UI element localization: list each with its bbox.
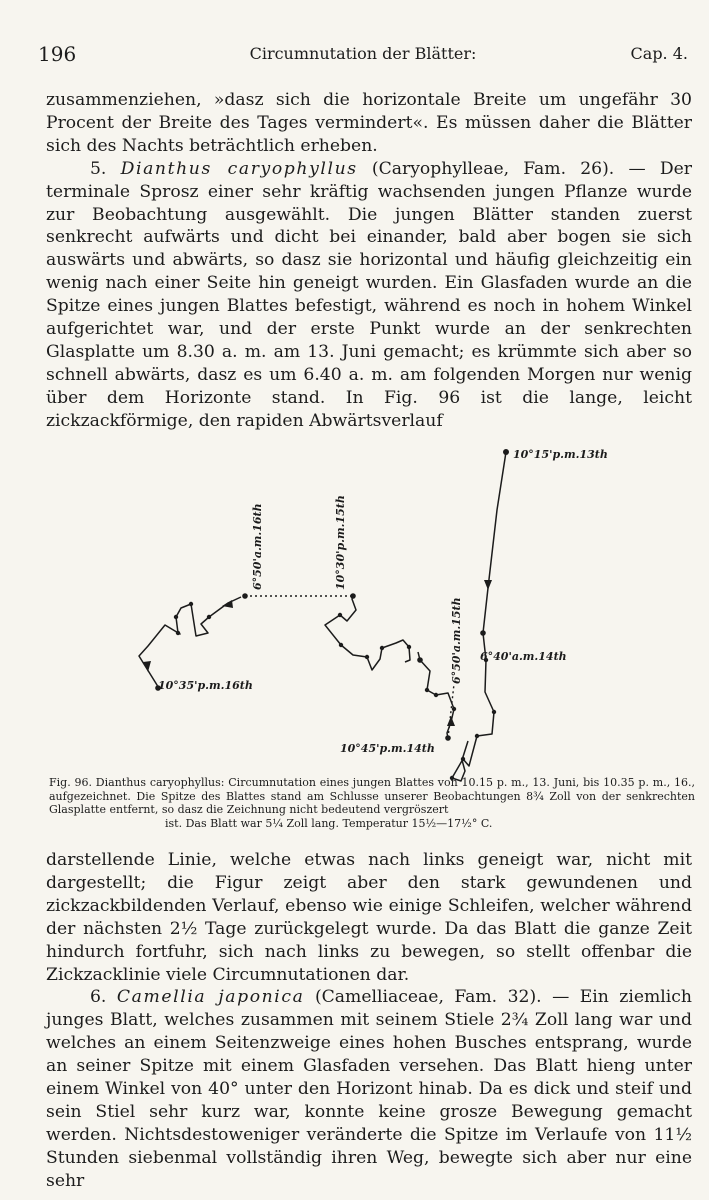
trace-segment-16 [139, 597, 241, 688]
point [338, 613, 342, 617]
species-name: Dianthus caryophyllus [120, 158, 358, 179]
caption-line: ist. Das Blatt war 5¼ Zoll lang. Temperatur 15½—17½° C. [165, 816, 493, 830]
arrow-down-icon [143, 661, 151, 672]
point [365, 655, 369, 659]
time-labels [158, 448, 608, 755]
point [475, 734, 479, 738]
caption-line: Fig. 96. Dianthus caryophyllus: Circumnutation eines jungen Blattes von 10.15 p. m., 13. Juni, bis 10.35 p. m., 16., aufgezeichnet. Die Spitze des Blattes stand am Schlusse unserer Beobachtungen 8¾ Zoll von der senkrechten Glasplatte entfernt, so dasz die Zeichnung nicht bedeutend vergröszert [49, 776, 695, 817]
paragraph-camellia [46, 986, 692, 1192]
arrow-down-icon [484, 580, 492, 590]
section-number: 6. [90, 987, 107, 1008]
chapter-label: Cap. 4. [630, 44, 688, 63]
point [207, 615, 211, 619]
point-start [503, 449, 509, 455]
point [452, 707, 456, 711]
label-start-time: 10°15'p.m.13th [513, 448, 608, 461]
label-10-30-p-m-15: 10°30'p.m.15th [334, 495, 347, 590]
point [380, 646, 384, 650]
point-10-45-p-m-14 [445, 735, 451, 741]
point [407, 645, 411, 649]
paragraph-figure-description: darstellende Linie, welche etwas nach links geneigt war, nicht mit dargestellt; die Figur zeigt aber den stark gewundenen und zickzackbildenden Verlauf, ebenso wie einige Schleifen, welcher während der nächsten 2½ Tage zurückgelegt wurde. Da das Blatt die ganze Zeit hindurch fortfuhr, sich nach links zu bewegen, so stellt offenbar die Zickzacklinie viele Circumnutationen dar. [46, 850, 692, 985]
point-6-40-a-m-14 [480, 630, 486, 636]
point [425, 688, 429, 692]
body-text-bottom [46, 849, 692, 1193]
page-number: 196 [38, 42, 77, 66]
point [189, 602, 193, 606]
label-10-35-p-m-16: 10°35'p.m.16th [158, 679, 253, 692]
section-number: 5. [90, 158, 107, 179]
arrow-up-icon [447, 716, 455, 726]
point-10-30-p-m-15 [350, 593, 356, 599]
point [339, 643, 343, 647]
point [492, 710, 496, 714]
point-6-50-a-m-16 [242, 593, 248, 599]
section-text: (Caryophylleae, Fam. 26). — Der terminale Sprosz einer sehr kräftig wachsenden jungen Pflanze wurde zur Beobachtung ausgewählt. Die jungen Blätter standen zuerst senkrecht aufwärts und dicht bei einander, bald aber bogen sie sich auswärts und abwärts, so dasz sie horizontal und häufig gleichzeitig ein wenig nach einer Seite hin geneigt wurden. Ein Glasfaden wurde an die Spitze eines jungen Blattes befestigt, während es noch in hohem Winkel aufgerichtet war, und der erste Punkt wurde an der senkrechten Glasplatte um 8.30 a. m. am 13. Juni gemacht; es krümmte sich aber so schnell abwärts, dasz es um 6.40 a. m. am folgenden Morgen nur wenig über dem Horizonte stand. In Fig. 96 ist die lange, leicht zickzackförmige, den rapiden Abwärtsverlauf [46, 158, 692, 431]
section-text: (Camelliaceae, Fam. 32). — Ein ziemlich junges Blatt, welches zusammen mit seinem Stiele 2¾ Zoll lang war und welches an einem Seitenzweige eines hohen Busches entsprang, wurde an seiner Spitze mit einem Glasfaden versehen. Das Blatt hieng unter einem Winkel von 40° unter den Horizont hinab. Da es dick und steif und sein Stiel sehr kurz war, konnte keine grosze Bewegung gemacht werden. Nichtsdestoweniger veränderte die Spitze im Verlaufe von 11½ Stunden siebenmal vollständig ihren Weg, bewegte sich aber nur eine sehr [46, 987, 692, 1191]
species-name: Camellia japonica [116, 987, 305, 1008]
point [434, 693, 438, 697]
direction-arrows [143, 580, 492, 726]
point [176, 631, 180, 635]
paragraph-continuation: zusammenziehen, »dasz sich die horizontale Breite um ungefähr 30 Procent der Breite des Tages vermindert«. Es müssen daher die Blätter sich des Nachts beträchtlich erheben. [46, 90, 692, 156]
point-6-50-a-m-15 [417, 657, 423, 663]
label-6-50-a-m-16: 6°50'a.m.16th [251, 503, 264, 590]
point [461, 757, 465, 761]
label-6-50-a-m-15: 6°50'a.m.15th [450, 597, 463, 684]
label-10-45-p-m-14: 10°45'p.m.14th [340, 742, 435, 755]
label-6-40-a-m-14: 6°40'a.m.14th [480, 650, 567, 663]
running-title: Circumnutation der Blätter: [249, 44, 477, 63]
figure-caption [49, 776, 695, 830]
point [174, 615, 178, 619]
